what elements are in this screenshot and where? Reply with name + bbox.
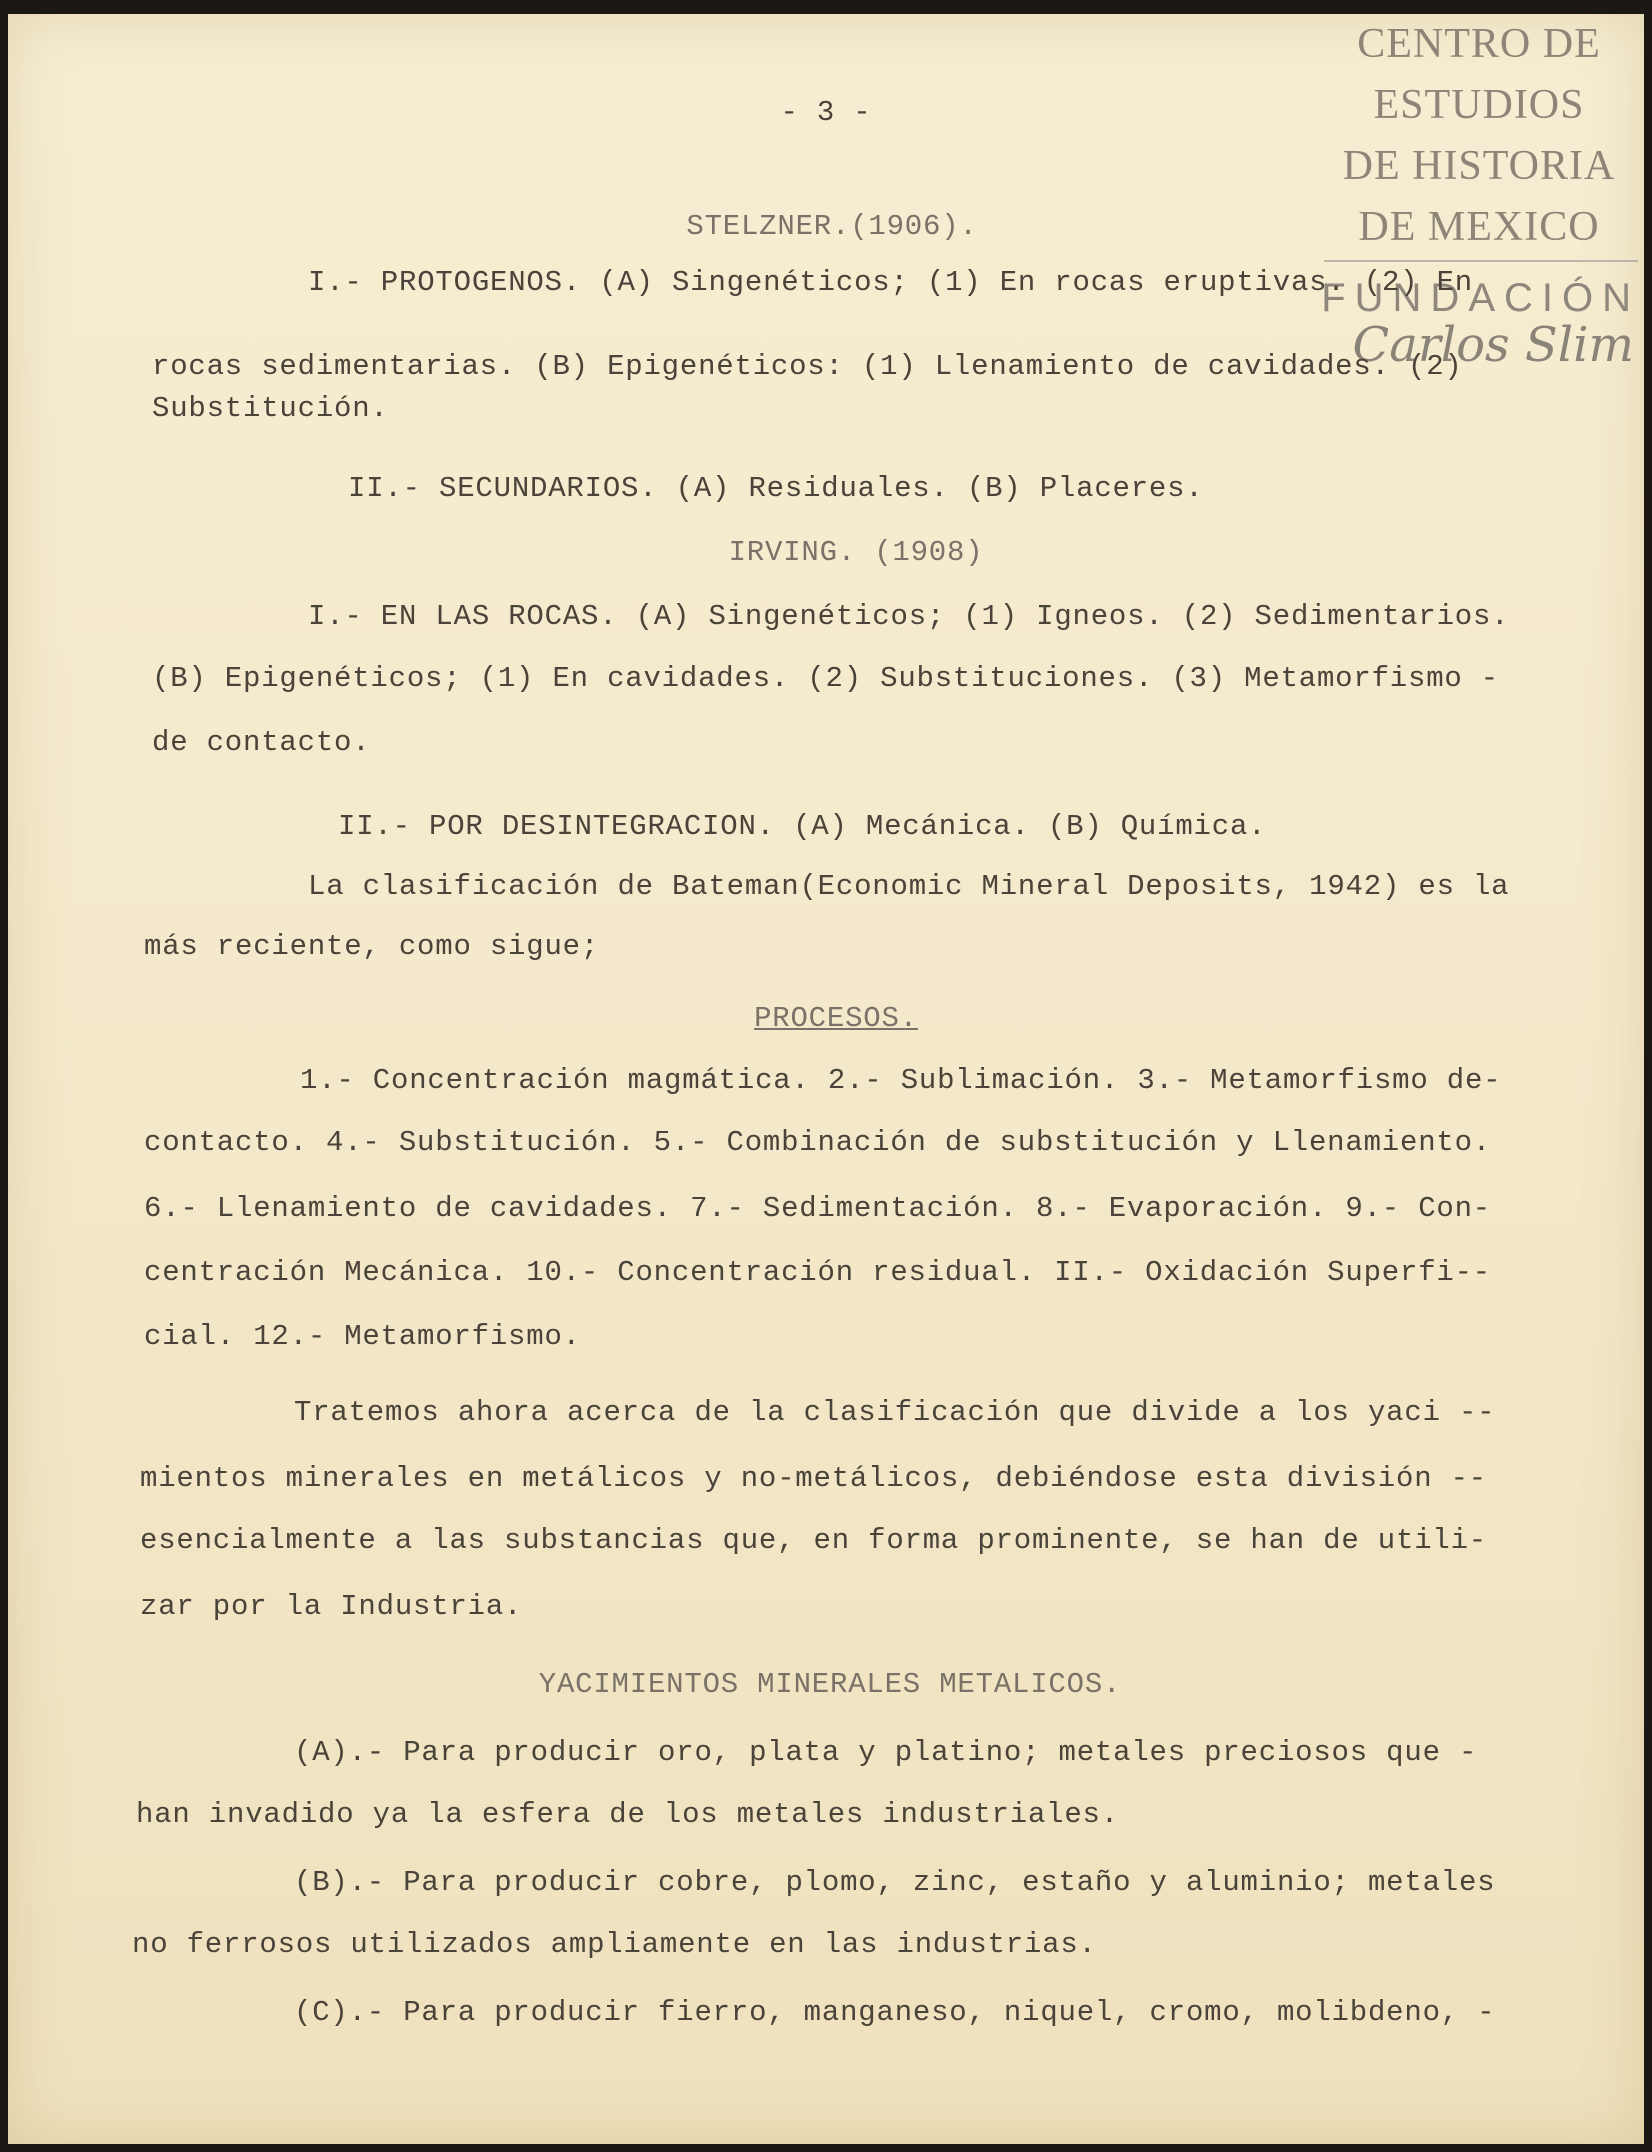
watermark-signature: Carlos Slim	[1352, 317, 1634, 373]
text-line: II.- POR DESINTEGRACION. (A) Mecánica. (B) Química.	[338, 810, 1267, 843]
text-line: han invadido ya la esfera de los metales industriales.	[136, 1798, 1119, 1831]
text-line: 1.- Concentración magmática. 2.- Sublimación. 3.- Metamorfismo de-	[300, 1064, 1502, 1097]
watermark-line: DE MEXICO	[1358, 204, 1600, 250]
text-line: Tratemos ahora acerca de la clasificación que divide a los yaci --	[294, 1396, 1496, 1429]
text-line: centración Mecánica. 10.- Concentración residual. II.- Oxidación Superfi--	[144, 1256, 1492, 1289]
text-line: (C).- Para producir fierro, manganeso, niquel, cromo, molibdeno, -	[294, 1996, 1496, 2029]
text-line: 6.- Llenamiento de cavidades. 7.- Sedimentación. 8.- Evaporación. 9.- Con-	[144, 1192, 1492, 1225]
text-line: de contacto.	[152, 726, 371, 759]
text-line: rocas sedimentarias. (B) Epigenéticos: (1) Llenamiento de cavidades. (2)	[152, 350, 1463, 383]
text-line: esencialmente a las substancias que, en forma prominente, se han de utili-	[140, 1524, 1488, 1557]
text-line: (A).- Para producir oro, plata y platino; metales preciosos que -	[294, 1736, 1478, 1769]
text-line: II.- SECUNDARIOS. (A) Residuales. (B) Placeres.	[348, 472, 1204, 505]
watermark-foundation: FUNDACIÓN	[1321, 276, 1640, 320]
typed-text	[8, 14, 1644, 2144]
heading-yacimientos-metalicos: YACIMIENTOS MINERALES METALICOS.	[538, 1668, 1122, 1701]
heading-procesos: PROCESOS.	[754, 1002, 918, 1035]
text-line: La clasificación de Bateman(Economic Mineral Deposits, 1942) es la	[308, 870, 1510, 903]
watermark-line: CENTRO DE	[1357, 21, 1601, 67]
heading-irving: IRVING. (1908)	[728, 536, 984, 569]
watermark-line: ESTUDIOS	[1373, 82, 1585, 128]
text-line: I.- PROTOGENOS. (A) Singenéticos; (1) En rocas eruptivas. (2) En	[308, 266, 1473, 299]
text-line: más reciente, como sigue;	[144, 930, 600, 963]
heading-stelzner: STELZNER.(1906).	[686, 210, 978, 243]
text-line: contacto. 4.- Substitución. 5.- Combinación de substitución y Llenamiento.	[144, 1126, 1492, 1159]
text-line: no ferrosos utilizados ampliamente en las industrias.	[132, 1928, 1097, 1961]
text-line: cial. 12.- Metamorfismo.	[144, 1320, 581, 1353]
text-line: Substitución.	[152, 392, 389, 425]
text-line: (B).- Para producir cobre, plomo, zinc, estaño y aluminio; metales	[294, 1866, 1496, 1899]
text-line: mientos minerales en metálicos y no-metálicos, debiéndose esta división --	[140, 1462, 1488, 1495]
text-line: (B) Epigenéticos; (1) En cavidades. (2) Substituciones. (3) Metamorfismo -	[152, 662, 1500, 695]
text-line: zar por la Industria.	[140, 1590, 523, 1623]
page-number: - 3 -	[780, 96, 872, 129]
watermark-line: DE HISTORIA	[1342, 143, 1616, 189]
text-line: I.- EN LAS ROCAS. (A) Singenéticos; (1) Igneos. (2) Sedimentarios.	[308, 600, 1510, 633]
document-page	[8, 14, 1644, 2144]
